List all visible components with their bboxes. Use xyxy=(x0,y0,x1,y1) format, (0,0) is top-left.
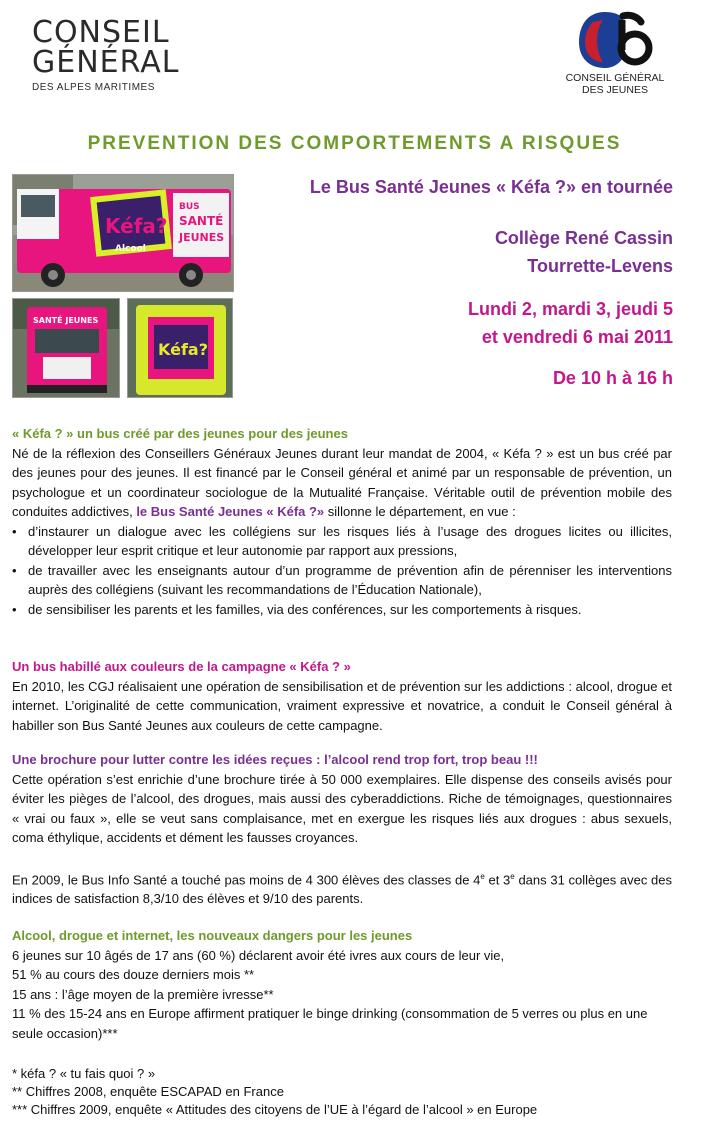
list-item: • de travailler avec les enseignants autour d’un programme de prévention afin de pérenniser les interventions auprès des collégiens (suivant les recommandations de l’Éducation Nationale), xyxy=(12,561,672,600)
event-dates-line-2: et vendredi 6 mai 2011 xyxy=(481,327,673,347)
section-campaign xyxy=(12,657,672,735)
superscript: e xyxy=(480,871,485,881)
bus-side-text-2: SANTÉ xyxy=(179,214,224,228)
logo-line-3: DES ALPES MARITIMES xyxy=(32,82,155,93)
section1-para-start: Né de la réflexion des Conseillers Généraux Jeunes durant leur mandat de 2004, « Kéfa ? » est un bus créé par des jeunes pour des jeunes. Il est financé par le Conseil général et animé par un responsable de prévention, un psychologue et un coordinateur sociologue de la Mutualité Française. Véritable outil de prévention mobile des conduites addictives, xyxy=(12,445,672,519)
section3-heading: Une brochure pour lutter contre les idées reçues : l’alcool rend trop fort, trop beau !!! xyxy=(12,752,538,767)
cgj-caption-line-1: CONSEIL GÉNÉRAL xyxy=(565,72,665,84)
bus-front-photo xyxy=(12,298,120,398)
list-item: • de sensibiliser les parents et les familles, via des conférences, sur les comportements à risques. xyxy=(12,600,672,620)
section1-para-end: sillonne le département, en vue : xyxy=(327,504,516,519)
bus-side-text-3: JEUNES xyxy=(179,231,225,244)
footnote: * kéfa ? « tu fais quoi ? » xyxy=(12,1066,156,1081)
section3-para2-c: dans 31 collèges avec des indices de satisfaction 8,3/10 des élèves et 9/10 des parents. xyxy=(12,871,673,907)
conseil-general-logo xyxy=(32,15,192,93)
list-item: 51 % au cours des douze derniers mois ** xyxy=(12,967,255,982)
section4-heading: Alcool, drogue et internet, les nouveaux dangers pour les jeunes xyxy=(12,928,413,943)
bus-alcool-text: Alcool xyxy=(115,244,146,254)
footnote: *** Chiffres 2009, enquête « Attitudes des citoyens de l’UE à l’égard de l’alcool » en Europe xyxy=(12,1102,538,1117)
page-title: PREVENTION DES COMPORTEMENTS A RISQUES xyxy=(87,133,622,154)
event-dates-line-1: Lundi 2, mardi 3, jeudi 5 xyxy=(467,299,673,319)
section1-bullet-list xyxy=(12,522,672,620)
section2-heading: Un bus habillé aux couleurs de la campagne « Kéfa ? » xyxy=(12,659,351,674)
list-item: 15 ans : l’âge moyen de la première ivresse** xyxy=(12,986,274,1002)
logo-line-1: CONSEIL xyxy=(32,15,170,50)
superscript: e xyxy=(510,871,515,881)
list-item: 6 jeunes sur 10 âgés de 17 ans (60 %) déclarent avoir été ivres aux cours de leur vie, xyxy=(12,947,505,963)
logo-line-2: GÉNÉRAL xyxy=(32,45,180,80)
event-title: Le Bus Santé Jeunes « Kéfa ?» en tournée xyxy=(309,177,673,197)
section3-paragraph: Cette opération s’est enrichie d’une brochure tirée à 50 000 exemplaires. Elle dispense des conseils avisés pour éviter les pièges de l’alcool, des drogues, mais aussi des cyberaddictions. Riche de témoignages, questionnaires « vrai ou faux », elle se veut sans complaisance, met en exergue les risques liés aux drogues : abus sexuels, coma éthylique, accidents et dément les fausses croyances. xyxy=(12,771,672,845)
list-item: • d’instaurer un dialogue avec les collégiens sur les risques liés à l’usage des drogues licites ou illicites, développer leur esprit critique et leur autonomie par rapport aux pressions, xyxy=(12,522,672,561)
section3-para2-a: En 2009, le Bus Info Santé a touché pas moins de 4 300 élèves des classes de 4 xyxy=(12,871,481,887)
list-item: 11 % des 15-24 ans en Europe affirment pratiquer le binge drinking (consommation de 5 verres ou plus en une seule occasion)*** xyxy=(12,1006,648,1041)
cgj-caption-line-2: DES JEUNES xyxy=(582,84,648,96)
section1-para-highlight: le Bus Santé Jeunes « Kéfa ?» xyxy=(136,504,325,519)
footnotes xyxy=(12,1065,672,1119)
bus-brand-text: Kéfa? xyxy=(105,214,168,238)
section1-heading: « Kéfa ? » un bus créé par des jeunes pour des jeunes xyxy=(12,426,348,441)
event-dates xyxy=(245,295,673,351)
conseil-general-jeunes-logo xyxy=(540,8,690,96)
event-town: Tourrette-Levens xyxy=(527,256,673,276)
event-hours: De 10 h à 16 h xyxy=(552,368,673,388)
bus-front-caption: SANTÉ JEUNES xyxy=(33,316,99,325)
footnote: ** Chiffres 2008, enquête ESCAPAD en France xyxy=(12,1084,284,1099)
section-brochure xyxy=(12,750,672,909)
bus-side-photo xyxy=(12,174,234,292)
event-location xyxy=(245,224,673,280)
cgj-emblem-icon xyxy=(575,8,655,72)
section2-paragraph: En 2010, les CGJ réalisaient une opération de sensibilisation et de prévention sur les addictions : alcool, drogue et internet. L’originalité de cette communication, vraiment expressive et novatrice, a conduit le Conseil général à habiller son Bus Santé Jeunes aux couleurs de cette campagne. xyxy=(12,678,672,733)
bus-back-brand: Kéfa? xyxy=(158,340,209,359)
section-dangers xyxy=(12,926,672,1043)
section1-paragraph xyxy=(12,444,672,522)
section3-paragraph-2 xyxy=(12,867,672,909)
section-kefa-bus xyxy=(12,424,672,619)
bus-side-text-1: BUS xyxy=(179,202,200,212)
event-school: Collège René Cassin xyxy=(494,228,673,248)
bus-back-photo xyxy=(127,298,233,398)
section3-para2-b: et 3 xyxy=(484,871,511,887)
